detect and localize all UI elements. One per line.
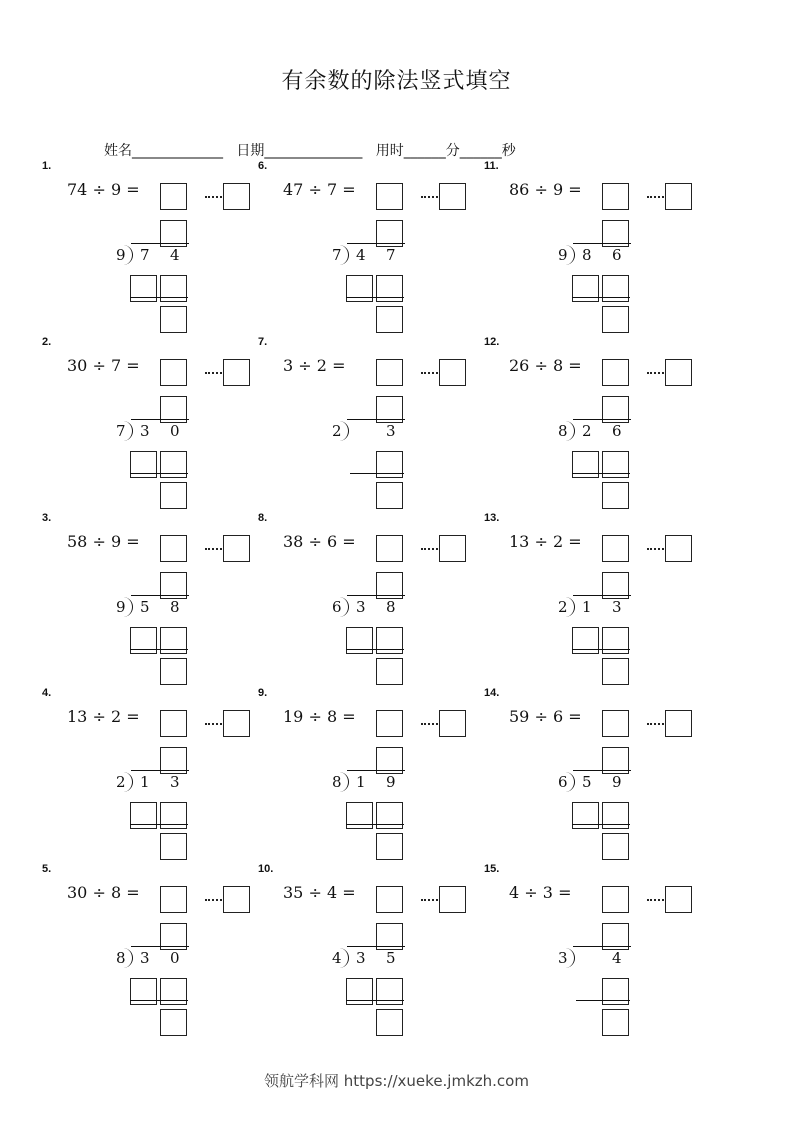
divisor: 8 [326,707,338,726]
dividend-ones-digit: 0 [170,422,180,440]
dividend-ones-digit: 5 [386,949,396,967]
dividend: 86 [509,180,530,199]
dividend: 30 [67,356,88,375]
dividend-tens-digit: 5 [582,773,592,791]
quotient-answer-box[interactable] [602,886,629,913]
remainder-answer-box[interactable] [439,183,466,210]
division-expression [283,356,345,375]
dividend-tens-digit: 5 [140,598,150,616]
long-division-divisor: 2 [558,598,568,616]
dividend-ones-digit: 3 [612,598,622,616]
dividend-tens-digit: 3 [140,422,150,440]
remainder-answer-box[interactable] [439,359,466,386]
division-bracket [340,597,352,619]
problem-number: 6. [258,160,268,172]
division-bar [347,770,405,771]
dividend: 35 [283,883,304,902]
divide-sign: ÷ [92,707,106,726]
remainder-answer-box[interactable] [223,183,250,210]
quotient-answer-box[interactable] [602,359,629,386]
equals-sign: = [568,707,582,726]
problem-8 [258,512,498,687]
division-bar [131,419,189,420]
division-bracket [566,245,578,267]
remainder-result-box[interactable] [376,833,403,860]
dividend-tens-digit: 1 [582,598,592,616]
remainder-answer-box[interactable] [665,359,692,386]
division-bracket [566,772,578,794]
dividend-tens-digit: 3 [140,949,150,967]
dividend: 26 [509,356,530,375]
division-bar [347,243,405,244]
problem-number: 8. [258,512,268,524]
problem-number: 2. [42,336,52,348]
dividend-tens-digit: 8 [582,246,592,264]
dividend: 4 [509,883,520,902]
equals-sign: = [342,180,356,199]
remainder-result-box[interactable] [602,833,629,860]
dividend-tens-digit: 1 [140,773,150,791]
problem-number: 12. [484,336,500,348]
long-division-divisor: 8 [332,773,342,791]
dividend: 13 [67,707,88,726]
divide-sign: ÷ [534,532,548,551]
divide-sign: ÷ [534,356,548,375]
problem-number: 3. [42,512,52,524]
equals-sign: = [568,532,582,551]
divisor: 8 [552,356,564,375]
remainder-answer-box[interactable] [665,886,692,913]
subtraction-line [572,297,630,298]
division-expression [283,707,356,726]
subtraction-line [130,649,188,650]
equals-sign: = [342,532,356,551]
page-title: 有余数的除法竖式填空 [281,69,512,94]
remainder-answer-box[interactable] [439,535,466,562]
long-division-divisor: 6 [332,598,342,616]
divide-sign: ÷ [92,532,106,551]
subtraction-line [346,297,404,298]
division-expression [509,356,582,375]
problem-number: 5. [42,863,52,875]
subtraction-line [130,297,188,298]
remainder-result-box[interactable] [160,658,187,685]
equals-sign: = [568,180,582,199]
divisor: 3 [542,883,553,902]
division-expression [283,883,356,902]
equals-sign: = [126,356,140,375]
quotient-answer-box[interactable] [602,535,629,562]
problem-7 [258,336,498,511]
divide-sign: ÷ [92,180,106,199]
remainder-result-box[interactable] [602,1009,629,1036]
quotient-answer-box[interactable] [160,359,187,386]
problem-1 [42,160,282,335]
dividend-ones-digit: 0 [170,949,180,967]
divide-sign: ÷ [92,356,106,375]
divide-sign: ÷ [534,707,548,726]
remainder-answer-box[interactable] [223,886,250,913]
problem-15 [484,863,724,1038]
remainder-result-box[interactable] [602,658,629,685]
dividend-tens-digit: 1 [356,773,366,791]
divisor: 6 [326,532,338,551]
remainder-result-box[interactable] [160,306,187,333]
subtraction-line [576,1000,630,1001]
divisor: 9 [110,180,122,199]
division-bracket [340,421,352,443]
long-division-divisor: 9 [116,246,126,264]
problem-6 [258,160,498,335]
division-bar [573,419,631,420]
dividend: 30 [67,883,88,902]
subtraction-line [350,473,404,474]
dividend-ones-digit: 4 [612,949,622,967]
equals-sign: = [558,883,572,902]
division-expression [67,883,140,902]
problem-11 [484,160,724,335]
equals-sign: = [126,707,140,726]
remainder-result-box[interactable] [602,306,629,333]
dividend: 59 [509,707,530,726]
divisor: 2 [552,532,564,551]
subtraction-line [130,824,188,825]
quotient-answer-box[interactable] [602,183,629,210]
problem-2 [42,336,282,511]
dividend-ones-digit: 3 [170,773,180,791]
equals-sign: = [126,883,140,902]
division-expression [67,180,140,199]
divide-sign: ÷ [524,883,538,902]
remainder-answer-box[interactable] [223,710,250,737]
quotient-answer-box[interactable] [376,535,403,562]
division-expression [509,707,582,726]
division-bracket [340,245,352,267]
problem-5 [42,863,282,1038]
problem-number: 11. [484,160,499,172]
problem-number: 1. [42,160,52,172]
division-bar [347,946,405,947]
remainder-answer-box[interactable] [223,535,250,562]
dividend-tens-digit: 7 [140,246,150,264]
long-division-divisor: 9 [558,246,568,264]
division-bar [131,770,189,771]
division-bracket [124,245,136,267]
remainder-answer-box[interactable] [223,359,250,386]
long-division-divisor: 7 [116,422,126,440]
dividend-ones-digit: 9 [386,773,396,791]
divide-sign: ÷ [308,180,322,199]
divisor: 2 [110,707,122,726]
problem-4 [42,687,282,862]
subtraction-line [572,473,630,474]
divisor: 6 [552,707,564,726]
subtraction-line [346,649,404,650]
problem-number: 9. [258,687,268,699]
quotient-answer-box[interactable] [376,183,403,210]
remainder-answer-box[interactable] [665,710,692,737]
dividend-ones-digit: 6 [612,422,622,440]
division-bar [131,946,189,947]
problem-number: 14. [484,687,500,699]
divisor: 2 [316,356,327,375]
divide-sign: ÷ [92,883,106,902]
division-expression [67,707,140,726]
dividend-tens-digit: 4 [356,246,366,264]
remainder-result-box[interactable] [160,1009,187,1036]
division-bar [347,419,405,420]
dividend: 3 [283,356,294,375]
subtraction-line [572,824,630,825]
dividend-ones-digit: 3 [386,422,396,440]
division-bracket [124,948,136,970]
remainder-answer-box[interactable] [439,886,466,913]
division-bar [131,243,189,244]
equals-sign: = [126,180,140,199]
divide-sign: ÷ [308,707,322,726]
footer-watermark: 领航学科网 https://xueke.jmkzh.com [264,1072,529,1090]
problem-number: 10. [258,863,274,875]
remainder-answer-box[interactable] [665,183,692,210]
dividend: 47 [283,180,304,199]
division-bracket [566,597,578,619]
remainder-result-box[interactable] [160,833,187,860]
division-bar [573,243,631,244]
subtraction-line [130,473,188,474]
divide-sign: ÷ [298,356,312,375]
remainder-result-box[interactable] [376,1009,403,1036]
problem-13 [484,512,724,687]
division-bracket [566,948,578,970]
subtraction-line [346,824,404,825]
remainder-answer-box[interactable] [439,710,466,737]
dividend-ones-digit: 4 [170,246,180,264]
equals-sign: = [342,883,356,902]
divisor: 7 [326,180,338,199]
equals-sign: = [126,532,140,551]
equals-sign: = [332,356,346,375]
divisor: 7 [110,356,122,375]
division-expression [509,180,582,199]
dividend: 38 [283,532,304,551]
division-bar [347,595,405,596]
problem-number: 4. [42,687,52,699]
dividend-ones-digit: 8 [386,598,396,616]
dividend-tens-digit: 3 [356,949,366,967]
division-bracket [566,421,578,443]
division-bar [573,595,631,596]
subtraction-line [572,649,630,650]
dividend: 13 [509,532,530,551]
remainder-result-box[interactable] [376,482,403,509]
long-division-divisor: 8 [558,422,568,440]
remainder-result-box[interactable] [376,658,403,685]
subtraction-line [346,1000,404,1001]
remainder-answer-box[interactable] [665,535,692,562]
quotient-answer-box[interactable] [160,535,187,562]
quotient-answer-box[interactable] [376,886,403,913]
divide-sign: ÷ [308,883,322,902]
long-division-divisor: 6 [558,773,568,791]
divide-sign: ÷ [534,180,548,199]
quotient-answer-box[interactable] [160,183,187,210]
remainder-result-box[interactable] [376,306,403,333]
student-info-line: 姓名_____________ 日期______________ 用时______分______秒 [104,143,516,159]
quotient-answer-box[interactable] [160,710,187,737]
problem-14 [484,687,724,862]
divisor: 9 [110,532,122,551]
divisor: 4 [326,883,338,902]
long-division-divisor: 3 [558,949,568,967]
division-bracket [340,948,352,970]
division-bracket [340,772,352,794]
dividend: 19 [283,707,304,726]
dividend: 74 [67,180,88,199]
division-bar [573,770,631,771]
dividend: 58 [67,532,88,551]
dividend-ones-digit: 8 [170,598,180,616]
long-division-divisor: 2 [116,773,126,791]
dividend-ones-digit: 6 [612,246,622,264]
divide-sign: ÷ [308,532,322,551]
problem-10 [258,863,498,1038]
long-division-divisor: 9 [116,598,126,616]
division-expression [67,356,140,375]
quotient-answer-box[interactable] [376,710,403,737]
division-expression [509,883,571,902]
dividend-ones-digit: 9 [612,773,622,791]
long-division-divisor: 7 [332,246,342,264]
division-bar [131,595,189,596]
long-division-divisor: 2 [332,422,342,440]
remainder-result-box[interactable] [602,482,629,509]
division-bracket [124,597,136,619]
divisor: 8 [110,883,122,902]
quotient-answer-box[interactable] [602,710,629,737]
problem-12 [484,336,724,511]
long-division-divisor: 8 [116,949,126,967]
quotient-answer-box[interactable] [376,359,403,386]
subtraction-line [130,1000,188,1001]
long-division-divisor: 4 [332,949,342,967]
problem-9 [258,687,498,862]
divisor: 9 [552,180,564,199]
remainder-result-box[interactable] [160,482,187,509]
division-bracket [124,421,136,443]
equals-sign: = [342,707,356,726]
problem-number: 15. [484,863,500,875]
division-expression [283,532,356,551]
quotient-answer-box[interactable] [160,886,187,913]
division-expression [67,532,140,551]
equals-sign: = [568,356,582,375]
problem-3 [42,512,282,687]
problem-number: 13. [484,512,500,524]
division-expression [283,180,356,199]
division-expression [509,532,582,551]
problem-number: 7. [258,336,268,348]
division-bar [573,946,631,947]
dividend-tens-digit: 3 [356,598,366,616]
dividend-tens-digit: 2 [582,422,592,440]
dividend-ones-digit: 7 [386,246,396,264]
division-bracket [124,772,136,794]
